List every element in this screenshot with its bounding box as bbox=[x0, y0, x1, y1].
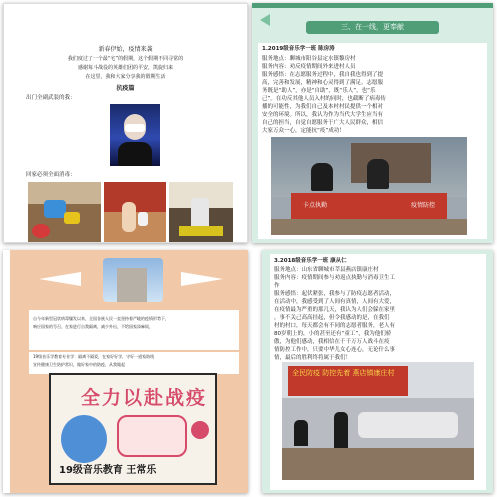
disinfect-photo-2 bbox=[104, 182, 166, 243]
notice-line2: 宣传健康卫生防护常识，做好家中的防疫，从我做起 bbox=[33, 362, 125, 367]
person2-line: 服务内容：疫情期间参与劝返点执勤与消毒卫生工 bbox=[274, 275, 396, 281]
person1-line: 服务内容：劝反疫情期间外来进村人员 bbox=[262, 64, 356, 70]
person1-line: 己”。在功反其他人员入村的同时，也截断了病毒传 bbox=[262, 96, 386, 102]
hand-drawn-poster bbox=[49, 373, 217, 485]
person1-line: 服务地点：聊城市阳谷县定水镇黎房村 bbox=[262, 56, 356, 62]
notice-line1: 19级音乐学教育专业学：隔离不隔爱，在家好好学，守好一道家防线 bbox=[33, 354, 155, 359]
white-car bbox=[358, 412, 458, 438]
poster-notice-box bbox=[29, 352, 239, 374]
top-stripe bbox=[252, 3, 493, 8]
person1-line: 务既是“助人”，亦是“自助”，既“乐人”，也“乐 bbox=[262, 88, 376, 94]
poster-slogan: 全力以赴战疫 bbox=[81, 387, 208, 409]
letter-panel bbox=[3, 3, 248, 243]
info-card-2 bbox=[270, 254, 486, 490]
person1-line: 播的可能性，为我们自己及本村村民提供一个相对 bbox=[262, 104, 384, 110]
person2-line: 作 bbox=[274, 283, 280, 289]
person2-line: 在活动中，我感受到了人间有真情，人间有大爱， bbox=[274, 299, 396, 305]
section-title: 三、在一线，更奉献 bbox=[306, 21, 439, 34]
person2-line: 情防控工作中，只要中华儿女心连心，无论什么事 bbox=[274, 347, 396, 353]
poem-author: 抗疫篇 bbox=[116, 85, 135, 92]
arrow-left-icon bbox=[260, 14, 270, 26]
checkpoint-photo bbox=[271, 137, 467, 235]
banner-sign-2: 疫情防控 bbox=[410, 202, 435, 209]
poem-line1: 新春伊始，疫情来袭 bbox=[98, 46, 153, 53]
village-checkpoint-photo bbox=[282, 362, 474, 480]
person2-line: 情，最后的胜利终将属于我们！ bbox=[274, 355, 352, 361]
disinfect-photo-1 bbox=[28, 182, 101, 243]
intro-line1: 自今年新型冠状病毒爆发以来，全国各族人民一直坚持着严峻的疫情形势下， bbox=[33, 316, 169, 321]
virus-icon bbox=[191, 421, 209, 439]
poster-panel bbox=[3, 250, 248, 493]
poster-intro-box bbox=[29, 310, 239, 350]
person2-title: 3.2018级音乐学一班 康从仁 bbox=[274, 258, 347, 264]
person2-line: 在疫情最为严重的那几天，我认为人们会躲在家里 bbox=[274, 307, 396, 313]
person1-line: 服务感悟：在志愿服务过程中，我自我也得到了提 bbox=[262, 72, 384, 78]
intro-line2: 响应国家的号召，在家进行自我隔离，减少外出，不给国家添麻烦， bbox=[33, 324, 153, 329]
poster-signature: 19级音乐教育 王常乐 bbox=[59, 465, 157, 476]
volunteer-panel-2 bbox=[262, 250, 493, 493]
poster-bubble bbox=[117, 415, 187, 457]
person2-line: 村的村口，每天都会有不同的志愿者服务，老人有 bbox=[274, 323, 396, 329]
building-photo bbox=[103, 258, 163, 302]
poem-line3: 感谢每斗战役的英雄们团的平安，凯旋归来 bbox=[77, 65, 173, 71]
info-card-1 bbox=[258, 43, 487, 239]
village-banner: 全民防疫 防控先着 燕店镇康庄村 bbox=[288, 366, 408, 396]
masked-portrait-photo bbox=[110, 104, 160, 166]
person1-title: 1.2019级音乐学一班 陈房涛 bbox=[262, 46, 335, 52]
arrow-right-icon bbox=[181, 272, 223, 286]
person2-line: 80岁朝上的，小的甚至还有“童工”，我为他们骄 bbox=[274, 331, 392, 337]
caption-home: 回家必须全面消毒： bbox=[26, 172, 76, 178]
person2-line: 服务感悟：起伏紧张，我参与了防疫志愿者活动， bbox=[274, 291, 396, 297]
disinfect-photo-3 bbox=[169, 182, 233, 243]
person1-line: 自己的担当，自觉自愿服务于广大人民群众，相信 bbox=[262, 120, 384, 126]
nurse-figure bbox=[61, 415, 107, 463]
person2-line: 傲，为他们感动，我相信在千千万万人战斗在疫 bbox=[274, 339, 390, 345]
person1-line: 高，完善和发展，精神和心灵得到了满足。志愿服 bbox=[262, 80, 384, 86]
poem-line4: 在这里，我和大家分享我的假期生活 bbox=[85, 74, 166, 80]
red-table-banner bbox=[291, 193, 447, 219]
person1-line: 大家万众一心，定能抗“疫”成功！ bbox=[262, 128, 345, 134]
person2-line: 服务地点：山东省聊城市莘县燕店镇康庄村 bbox=[274, 267, 379, 273]
arrow-left-icon bbox=[39, 272, 81, 286]
volunteer-panel-1 bbox=[252, 3, 493, 243]
poem-line2: 我们度过了一个最“宅”的假期，这个假期不同寻常的 bbox=[67, 56, 184, 62]
person1-line: 安全的环境。所以，我认为作为当代大学生应当有 bbox=[262, 112, 384, 118]
banner-sign-1: 卡点执勤 bbox=[303, 202, 328, 209]
caption-out: 出门全副武装的我： bbox=[26, 95, 76, 101]
person2-line: ，事不关己高高挂起，但令我感动的是，在我们 bbox=[274, 315, 390, 321]
